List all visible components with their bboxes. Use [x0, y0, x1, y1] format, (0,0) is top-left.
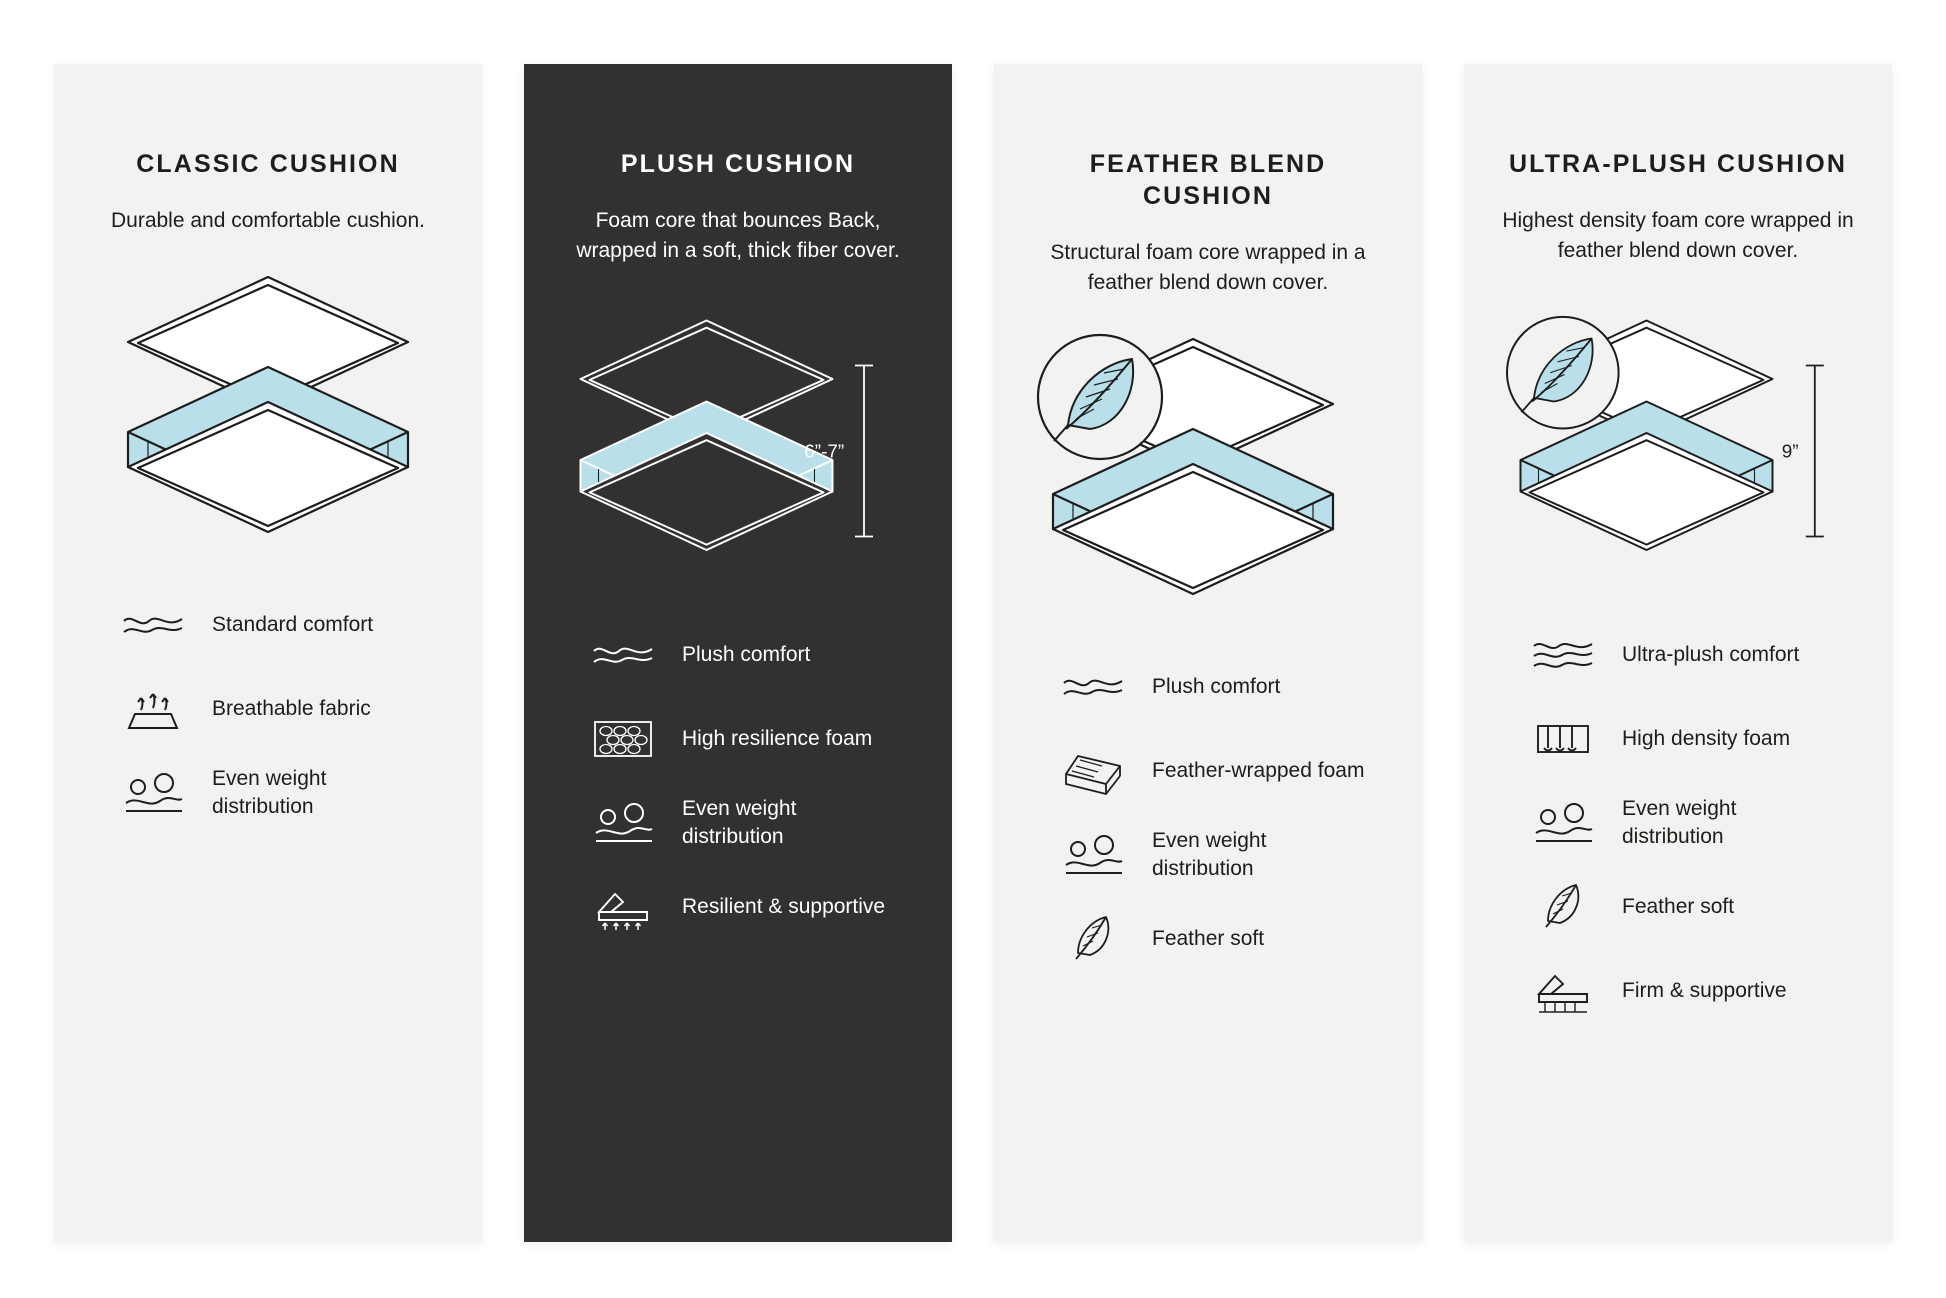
list-item — [1056, 658, 1388, 716]
feature-label: Even weight distribution — [212, 767, 327, 818]
feature-label: Standard comfort — [212, 612, 374, 636]
card-description: Highest density foam core wrapped in feather blend down cover. — [1502, 209, 1854, 262]
measurement-label: 6”-7” — [804, 440, 845, 462]
exploded-cushion-illustration — [103, 267, 433, 557]
wave-icon — [1526, 627, 1600, 683]
weight-distribution-icon — [586, 795, 660, 851]
feature-label: Ultra-plush comfort — [1622, 642, 1800, 666]
list-item — [1526, 962, 1858, 1020]
page-title: FEATHER BLEND CUSHION — [1089, 150, 1327, 210]
page-title: ULTRA-PLUSH CUSHION — [1508, 150, 1848, 178]
breathable-fabric-icon — [116, 681, 190, 737]
card-description: Durable and comfortable cushion. — [110, 209, 425, 232]
feature-list — [558, 626, 918, 962]
feature-label: Even weight distribution — [682, 796, 797, 848]
feature-label: Plush comfort — [1152, 674, 1281, 698]
cushion-diagram-feather-blend — [1028, 324, 1388, 624]
list-item — [586, 626, 918, 684]
cushion-diagram-ultra-plush — [1498, 292, 1858, 592]
list-item — [1526, 626, 1858, 684]
high-density-foam-icon — [1526, 711, 1600, 767]
feature-label: High density foam — [1622, 726, 1791, 750]
feature-label: Feather soft — [1622, 894, 1735, 918]
list-item — [586, 710, 918, 768]
card-description: Structural foam core wrapped in a feather blend down cover. — [1050, 241, 1366, 294]
exploded-cushion-illustration — [1498, 297, 1858, 587]
exploded-cushion-illustration — [1028, 329, 1388, 619]
cushion-card-feather-blend — [994, 64, 1422, 1242]
feature-list — [1028, 658, 1388, 994]
weight-distribution-icon — [116, 765, 190, 821]
measurement-label: 9” — [1781, 440, 1799, 462]
feather-icon — [1526, 879, 1600, 935]
supportive-chair-icon — [586, 879, 660, 935]
weight-distribution-icon — [1056, 827, 1130, 883]
feature-label: Plush comfort — [682, 642, 811, 666]
feature-label: Firm & supportive — [1622, 978, 1787, 1002]
wave-icon — [586, 627, 660, 683]
cushion-diagram-plush — [558, 292, 918, 592]
feature-list — [88, 596, 448, 848]
supportive-chair-icon — [1526, 963, 1600, 1019]
list-item — [1056, 910, 1388, 968]
list-item — [586, 794, 918, 852]
list-item — [116, 596, 448, 654]
feature-label: Even weight distribution — [1622, 796, 1737, 848]
cushion-diagram-classic — [88, 262, 448, 562]
page-title: PLUSH CUSHION — [620, 150, 856, 178]
feature-label: Feather-wrapped foam — [1152, 758, 1365, 782]
feather-icon — [1056, 911, 1130, 967]
honeycomb-foam-icon — [586, 711, 660, 767]
feature-label: Feather soft — [1152, 926, 1265, 950]
list-item — [1056, 742, 1388, 800]
feature-label: Breathable fabric — [212, 696, 371, 720]
card-description: Foam core that bounces Back, wrapped in a soft, thick fiber cover. — [576, 209, 900, 262]
list-item — [1526, 794, 1858, 852]
feature-list — [1498, 626, 1858, 1046]
list-item — [116, 764, 448, 822]
feather-badge-icon — [1038, 335, 1162, 459]
feature-label: Resilient & supportive — [682, 894, 886, 918]
feather-wrapped-foam-icon — [1056, 743, 1130, 799]
wave-icon — [1056, 659, 1130, 715]
cushion-card-classic — [54, 64, 482, 1242]
weight-distribution-icon — [1526, 795, 1600, 851]
cushion-card-ultra-plush — [1464, 64, 1892, 1242]
list-item — [586, 878, 918, 936]
list-item — [1056, 826, 1388, 884]
feature-label: High resilience foam — [682, 726, 873, 750]
wave-icon — [116, 597, 190, 653]
list-item — [1526, 710, 1858, 768]
list-item — [116, 680, 448, 738]
page-title: CLASSIC CUSHION — [136, 150, 400, 178]
list-item — [1526, 878, 1858, 936]
feather-badge-icon — [1507, 317, 1619, 429]
cushion-card-plush — [524, 64, 952, 1242]
exploded-cushion-illustration — [558, 297, 918, 587]
feature-label: Even weight distribution — [1152, 828, 1267, 880]
